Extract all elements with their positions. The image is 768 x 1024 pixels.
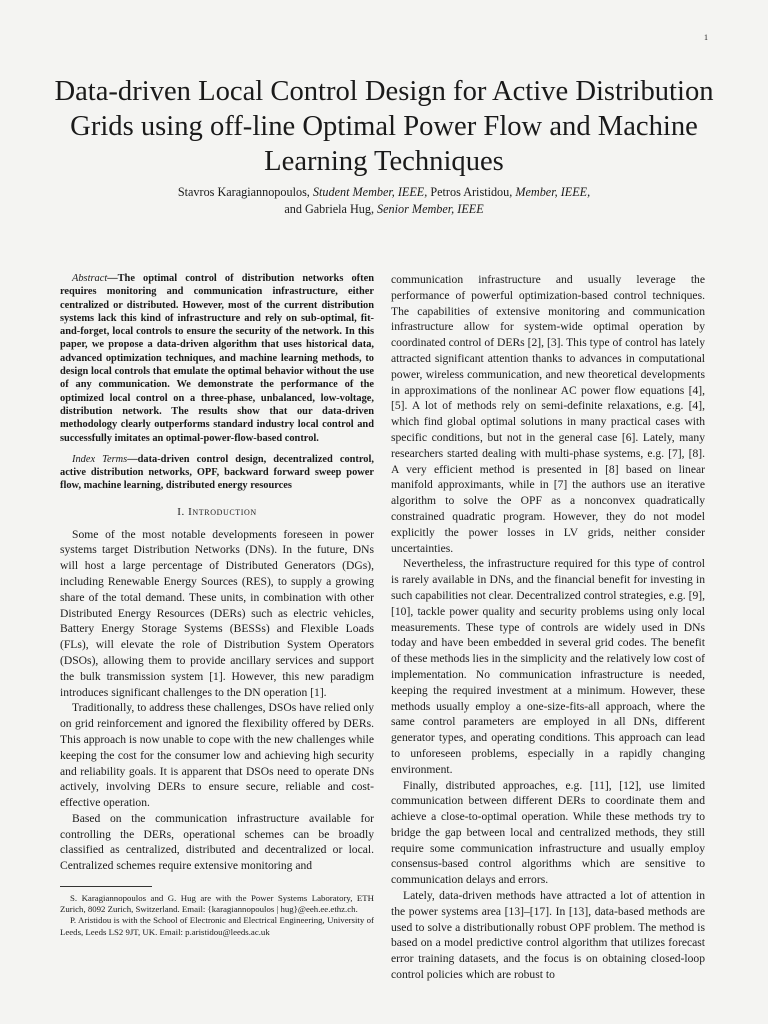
author-block [40, 184, 728, 218]
index-terms-text: —data-driven control design, decentralized control, active distribution networks, OPF, backward forward sweep power flow, machine learning, distributed energy resources [60, 453, 374, 492]
paragraph: Nevertheless, the infrastructure required for this type of control is rarely available in DNs, and the financial benefit for investing in such capabilities not clear. Decentralized control strategies, e.g. [9], [10], tackle power quality and security problems using only local measurements. These type of controls are widely used in DNs today and have been embedded in several grid codes. The benefit of these methods lies in the simplicity and the relatively low cost of implementation. No communication infrastructure is needed, keeping the required investment at a minimum. However, these methods usually employ a one-size-fits-all approach, where the same control parameters are employed in all DNs, different generator types, and operating conditions. This approach can lead to unforeseen problems, especially in a rapidly changing environment. [391, 557, 705, 776]
author-role: Student Member, IEEE, [312, 185, 428, 199]
paragraph: Some of the most notable developments foreseen in power systems target Distribution Networks (DNs). In the future, DNs will host a large percentage of Distributed Generators (DGs), including Renewable Energy Sources (RES), to supply a growing share of the total demand. These units, in combination with other Distributed Energy Resources (DERs) such as electric vehicles, Battery Energy Storage Systems (BESSs) and Flexible Loads (FLs), will elevate the role of Distribution System Operators (DSOs), allowing them to provide ancillary services and support the bulk transmission system [1]. However, this new paradigm introduces significant challenges to the DN operation [1]. [60, 527, 374, 699]
paragraph: Traditionally, to address these challenges, DSOs have relied only on grid reinforcement and ignored the flexibility offered by DERs. This approach is now unable to cope with the new challenges while keeping the cost for the consumer low and achieving high security and reliability goals. It is apparent that DSOs need to operate DNs actively, involving DERs to ensure secure, reliable and cost-effective operation. [60, 701, 374, 810]
left-column [60, 272, 374, 938]
paragraph: Lately, data-driven methods have attracted a lot of attention in the power systems area [13]–[17]. In [13], data-based methods are used to solve a distributionally robust OPF problem. The method is based on a model predictive control algorithm that utilizes forecast error training datasets, and the focus is on obtaining closed-loop control policies which are robust to [391, 889, 705, 982]
author-name: Petros Aristidou, [427, 185, 516, 199]
abstract [60, 272, 374, 445]
index-terms [60, 453, 374, 493]
author-name: Stavros Karagiannopoulos, [177, 185, 313, 199]
author-role: Senior Member, IEEE [377, 202, 484, 216]
paragraph: communication infrastructure and usually leverage the performance of powerful optimization-based control techniques. The capabilities of extensive monitoring and communication infrastructure allow for system-wide optimal operation by coordinated control of DERs [2], [3]. This type of control has lately attracted significant attention thanks to advances in computational power, wireless communication, and new theoretical developments in approximations of the nonlinear AC power flow equations [4], [5]. A lot of methods rely on semi-definite relaxations, e.g. [4], which find global optimal solutions in many practical cases with specific conditions, but not in the general case [6]. Lately, many researchers started dealing with multi-phase systems, e.g. [7], [8]. A very efficient method is presented in [8] based on linear manifold approximants, while in [7] the authors use an iterative algorithm to solve the OPF as a nonconvex quadratically constrained quadratic program. However, they do not model explicitly the power losses in LV grids, neither consider uncertainties. [391, 273, 705, 555]
abstract-text: —The optimal control of distribution networks often requires monitoring and communication infrastructure, either centralized or distributed. However, most of the current distribution systems lack this kind of infrastructure and rely on sub-optimal, fit-and-forget, local controls to ensure the security of the network. In this paper, we propose a data-driven algorithm that uses historical data, advanced optimization techniques, and machine learning methods, to design local controls that emulate the optimal behavior without the use of any communication. We demonstrate the performance of the optimized local control on a three-phase, unbalanced, low-voltage, distribution network. The results show that our data-driven methodology clearly outperforms standard industry local control and successfully imitates an optimal-power-flow-based control. [60, 273, 374, 444]
abstract-label: Abstract [72, 273, 108, 284]
index-terms-label: Index Terms [72, 453, 128, 465]
author-name: and Gabriela Hug, [284, 202, 378, 216]
page-number: 1 [704, 33, 708, 42]
footnote: P. Aristidou is with the School of Electronic and Electrical Engineering, University of Leeds, Leeds LS2 9JT, UK. Email: p.aristidou@leeds.ac.uk [60, 915, 374, 937]
paper-title: Data-driven Local Control Design for Active Distribution Grids using off-line Optimal Power Flow and Machine Learning Techniques [54, 76, 714, 177]
paragraph: Based on the communication infrastructure available for controlling the DERs, operational schemes can be broadly classified as centralized, distributed and decentralized or local. Centralized schemes require extensive monitoring and [60, 811, 374, 873]
footnote: S. Karagiannopoulos and G. Hug are with the Power Systems Laboratory, ETH Zurich, 8092 Zurich, Switzerland. Email: {karagiannopoulos | hug}@eeh.ee.ethz.ch. [60, 893, 374, 915]
right-column [391, 272, 705, 983]
footnote-rule [60, 886, 152, 887]
paragraph: Finally, distributed approaches, e.g. [11], [12], use limited communication between different DERs to coordinate them and achieve a close-to-optimal operation. While these methods try to bridge the gap between local and centralized methods, they still require some communication infrastructure and usually employ consensus-based control algorithms which are sensitive to communication delays and errors. [391, 778, 705, 887]
author-role: Member, IEEE, [515, 185, 591, 199]
section-heading: I. Introduction [177, 505, 257, 518]
